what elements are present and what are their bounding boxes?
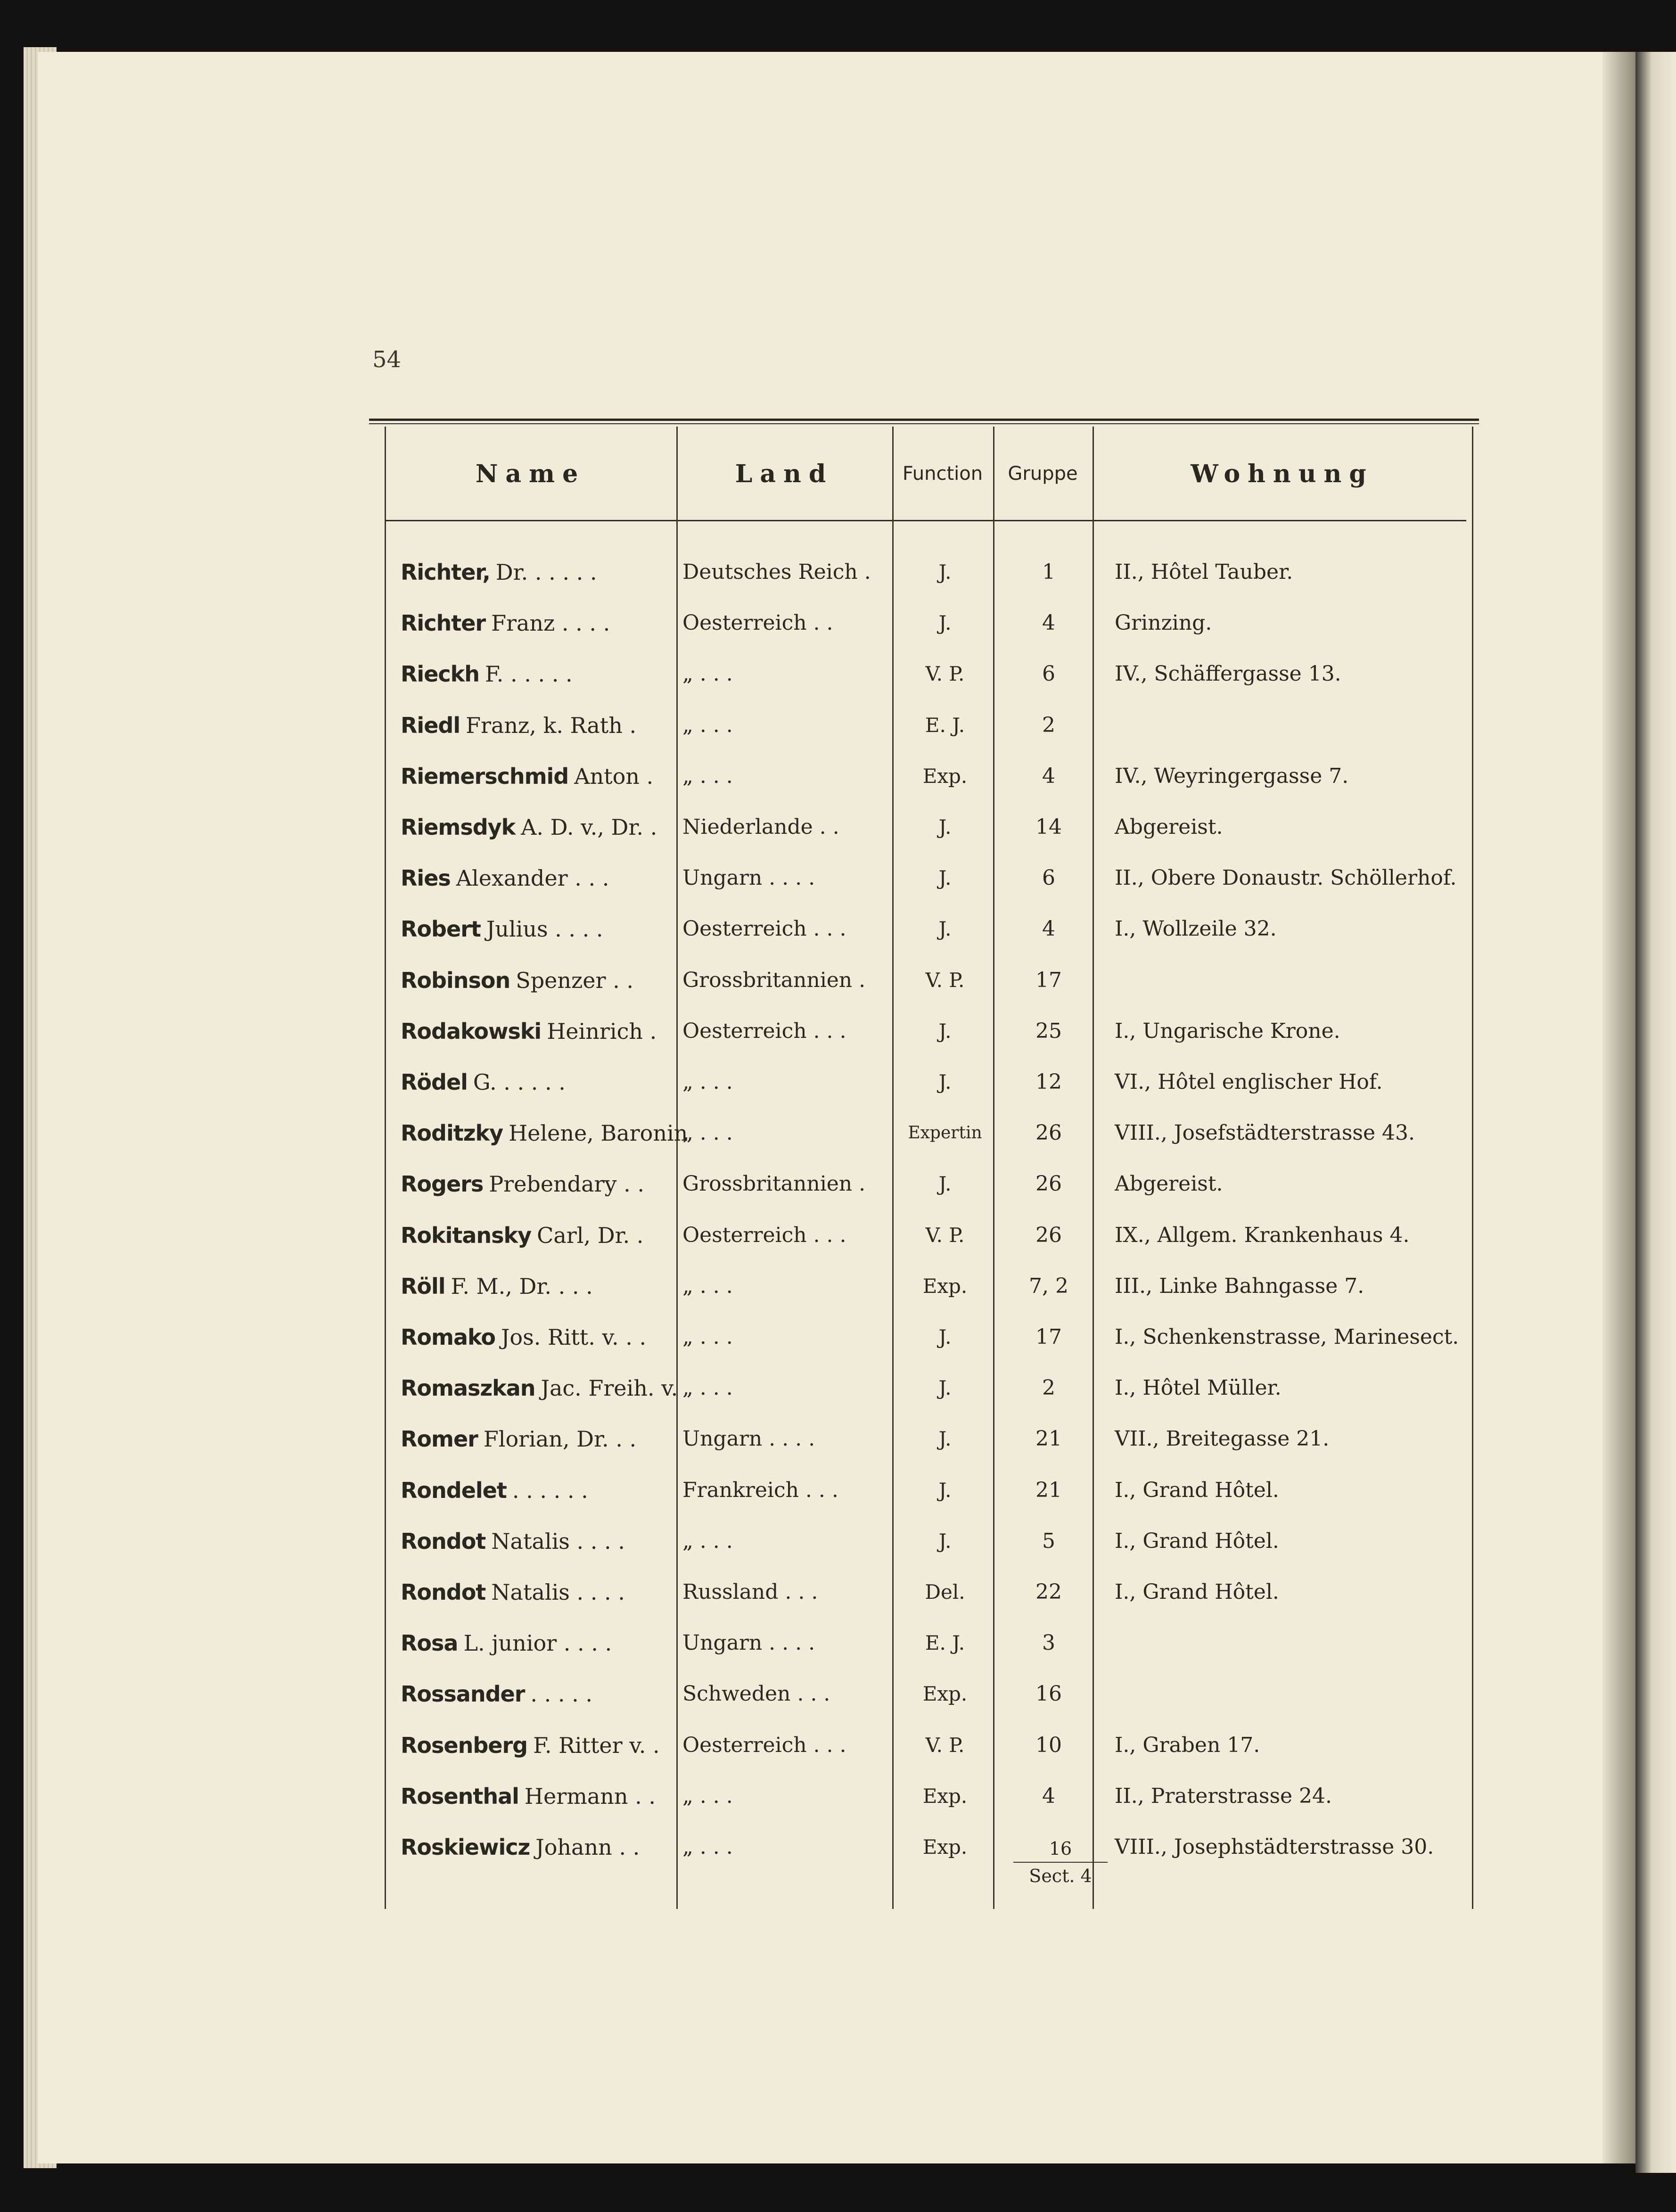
name-cell (401, 1057, 566, 1108)
function-cell: Exp. (922, 1682, 968, 1706)
name-cell (401, 1108, 688, 1159)
wohnung-cell: IV., Weyringergasse 7. (1115, 764, 1349, 788)
table-row (0, 1108, 1676, 1159)
wohnung-cell: IV., Schäffergasse 13. (1115, 662, 1341, 686)
table-row (0, 1210, 1676, 1261)
surname: Romaszkan (401, 1375, 535, 1401)
header-rule-top-thin (369, 423, 1479, 424)
fraction-line (1013, 1862, 1108, 1863)
header-land: Land (735, 459, 834, 488)
name-cell (401, 1210, 643, 1261)
function-cell: Exp. (922, 1784, 968, 1808)
wohnung-cell: I., Hôtel Müller. (1115, 1376, 1282, 1400)
table-row (0, 700, 1676, 751)
function-cell: V. P. (925, 662, 965, 686)
land-cell: Grossbritannien . (682, 1172, 866, 1196)
function-cell: J. (938, 815, 952, 839)
table-row (0, 649, 1676, 699)
name-cell (401, 1414, 636, 1464)
name-cell (401, 1720, 660, 1771)
given-name: G. . . . . . (473, 1069, 566, 1095)
land-cell: Deutsches Reich . (682, 560, 871, 584)
wohnung-cell: Grinzing. (1115, 611, 1212, 635)
gruppe-cell: 4 (1042, 1784, 1055, 1808)
function-cell: Exp. (922, 764, 968, 788)
name-cell (401, 1567, 625, 1618)
header-gruppe: Gruppe (1008, 463, 1078, 485)
table-row (0, 1414, 1676, 1464)
header-rule-top (369, 419, 1479, 421)
gruppe-numerator: 16 (1049, 1838, 1072, 1859)
land-cell: „ . . . (682, 1121, 733, 1145)
table-row (0, 1465, 1676, 1516)
table-row (0, 853, 1676, 904)
gruppe-cell: 26 (1035, 1121, 1062, 1145)
wohnung-cell: VI., Hôtel englischer Hof. (1115, 1070, 1383, 1094)
page-number: 54 (372, 346, 402, 373)
land-cell: Oesterreich . . . (682, 1019, 846, 1043)
function-cell: Exp. (922, 1274, 968, 1298)
surname: Riedl (401, 712, 460, 738)
surname: Rogers (401, 1171, 484, 1197)
function-cell: J. (938, 1019, 952, 1043)
given-name: Jos. Ritt. v. . . (501, 1324, 647, 1350)
table-row (0, 1669, 1676, 1719)
gruppe-cell: 2 (1042, 1376, 1055, 1400)
function-cell: V. P. (925, 1733, 965, 1757)
given-name: F. Ritter v. . (533, 1732, 660, 1758)
name-cell (401, 1822, 640, 1873)
function-cell: E. J. (925, 1631, 965, 1655)
name-cell (401, 1771, 656, 1822)
name-cell (401, 1006, 657, 1057)
given-name: . . . . . (530, 1681, 592, 1707)
wohnung-cell: VII., Breitegasse 21. (1115, 1427, 1330, 1451)
land-cell: Russland . . . (682, 1580, 818, 1604)
surname: Robinson (401, 967, 510, 993)
given-name: . . . . . . (512, 1477, 588, 1503)
wohnung-cell: Abgereist. (1115, 815, 1223, 839)
gruppe-cell: 3 (1042, 1631, 1055, 1655)
wohnung-cell: I., Graben 17. (1115, 1733, 1260, 1757)
gruppe-cell: 6 (1042, 866, 1055, 890)
land-cell: „ . . . (682, 713, 733, 737)
surname: Richter (401, 610, 486, 636)
wohnung-cell: I., Grand Hôtel. (1115, 1529, 1279, 1553)
gruppe-cell: 22 (1035, 1580, 1062, 1604)
surname: Rondot (401, 1579, 486, 1605)
name-cell (401, 904, 603, 954)
table-row (0, 1159, 1676, 1209)
function-cell: J. (938, 866, 952, 890)
given-name: Alexander . . . (456, 865, 609, 891)
gruppe-cell: 14 (1035, 815, 1062, 839)
gruppe-cell: 4 (1042, 917, 1055, 941)
table-row (0, 1363, 1676, 1414)
land-cell: Ungarn . . . . (682, 1427, 815, 1451)
given-name: F. M., Dr. . . . (451, 1273, 593, 1299)
table-row (0, 1720, 1676, 1771)
name-cell (401, 598, 610, 649)
name-cell (401, 955, 633, 1006)
gruppe-cell: 26 (1035, 1223, 1062, 1247)
table-row (0, 1261, 1676, 1312)
surname: Rodakowski (401, 1018, 542, 1044)
table-row (0, 1516, 1676, 1567)
surname: Rondelet (401, 1477, 507, 1503)
given-name: Natalis . . . . (491, 1579, 625, 1605)
name-cell (401, 853, 609, 904)
surname: Rieckh (401, 661, 479, 687)
gruppe-denominator: Sect. 4 (1029, 1866, 1092, 1886)
surname: Robert (401, 916, 481, 942)
name-cell (401, 1159, 644, 1209)
given-name: Prebendary . . (489, 1171, 645, 1197)
given-name: Hermann . . (524, 1783, 656, 1809)
given-name: Natalis . . . . (491, 1528, 625, 1554)
wohnung-cell: II., Praterstrasse 24. (1115, 1784, 1332, 1808)
given-name: A. D. v., Dr. . (521, 814, 657, 840)
gruppe-cell: 10 (1035, 1733, 1062, 1757)
wohnung-cell: I., Ungarische Krone. (1115, 1019, 1340, 1043)
wohnung-cell: IX., Allgem. Krankenhaus 4. (1115, 1223, 1410, 1247)
given-name: Franz . . . . (491, 610, 610, 636)
gruppe-cell: 21 (1035, 1427, 1062, 1451)
land-cell: Ungarn . . . . (682, 866, 815, 890)
name-cell (401, 1618, 612, 1669)
function-cell: Del. (925, 1580, 965, 1603)
wohnung-cell: Abgereist. (1115, 1172, 1223, 1196)
name-cell (401, 700, 636, 751)
gruppe-cell: 1 (1042, 560, 1055, 584)
gruppe-cell: 17 (1035, 1325, 1062, 1349)
land-cell: Oesterreich . . . (682, 1733, 846, 1757)
function-cell: J. (938, 1478, 952, 1502)
land-cell: Ungarn . . . . (682, 1631, 815, 1655)
table-row (0, 955, 1676, 1006)
surname: Röll (401, 1273, 445, 1299)
given-name: Anton . (574, 763, 654, 789)
wohnung-cell: III., Linke Bahngasse 7. (1115, 1274, 1364, 1298)
surname: Richter, (401, 559, 490, 585)
land-cell: „ . . . (682, 764, 733, 788)
table-row (0, 1312, 1676, 1363)
wohnung-cell: II., Hôtel Tauber. (1115, 560, 1293, 584)
surname: Riemsdyk (401, 814, 516, 840)
land-cell: Schweden . . . (682, 1682, 830, 1706)
wohnung-cell: I., Grand Hôtel. (1115, 1478, 1279, 1502)
function-cell: Exp. (922, 1835, 968, 1858)
surname: Rossander (401, 1681, 525, 1707)
given-name: Julius . . . . (486, 916, 603, 942)
land-cell: Oesterreich . . (682, 611, 833, 635)
table-row (0, 1771, 1676, 1822)
surname: Roskiewicz (401, 1834, 530, 1860)
gruppe-cell: 21 (1035, 1478, 1062, 1502)
land-cell: „ . . . (682, 1529, 733, 1553)
land-cell: „ . . . (682, 1835, 733, 1859)
land-cell: „ . . . (682, 1070, 733, 1094)
gruppe-cell: 4 (1042, 764, 1055, 788)
gruppe-cell: 16 (1035, 1682, 1062, 1706)
wohnung-cell: I., Grand Hôtel. (1115, 1580, 1279, 1604)
name-cell (401, 1465, 588, 1516)
table-row (0, 598, 1676, 649)
function-cell: J. (938, 560, 952, 584)
given-name: Helene, Baronin (509, 1120, 688, 1146)
gruppe-cell: 26 (1035, 1172, 1062, 1196)
given-name: F. . . . . . (485, 661, 573, 687)
given-name: Spenzer . . (516, 967, 633, 993)
wohnung-cell: II., Obere Donaustr. Schöllerhof. (1115, 866, 1457, 890)
land-cell: „ . . . (682, 662, 733, 686)
gruppe-cell: 6 (1042, 662, 1055, 686)
table-row (0, 751, 1676, 802)
surname: Romako (401, 1324, 495, 1350)
name-cell (401, 649, 573, 699)
function-cell: V. P. (925, 1223, 965, 1247)
given-name: Florian, Dr. . . (483, 1426, 637, 1452)
function-cell: J. (938, 917, 952, 941)
function-cell: Expertin (908, 1123, 982, 1143)
table-row (0, 1057, 1676, 1108)
name-cell (401, 1669, 592, 1719)
given-name: Heinrich . (547, 1018, 657, 1044)
given-name: Franz, k. Rath . (466, 712, 637, 738)
function-cell: J. (938, 1325, 952, 1349)
wohnung-cell: VIII., Josephstädterstrasse 30. (1115, 1835, 1434, 1859)
function-cell: J. (938, 1376, 952, 1400)
wohnung-cell: I., Schenkenstrasse, Marinesect. (1115, 1325, 1459, 1349)
header-wohnung: Wohnung (1191, 459, 1374, 488)
given-name: L. junior . . . . (463, 1630, 612, 1656)
table-row (0, 1567, 1676, 1618)
surname: Riemerschmid (401, 763, 569, 789)
gruppe-cell: 12 (1035, 1070, 1062, 1094)
gruppe-cell: 5 (1042, 1529, 1055, 1553)
wohnung-cell: I., Wollzeile 32. (1115, 917, 1277, 941)
surname: Rosa (401, 1630, 458, 1656)
function-cell: J. (938, 1172, 952, 1196)
land-cell: Oesterreich . . . (682, 1223, 846, 1247)
surname: Rosenthal (401, 1783, 519, 1809)
gruppe-cell: 25 (1035, 1019, 1062, 1043)
name-cell (401, 1261, 593, 1312)
function-cell: J. (938, 1070, 952, 1094)
land-cell: Oesterreich . . . (682, 917, 846, 941)
function-cell: J. (938, 1427, 952, 1451)
table-row (0, 904, 1676, 954)
wohnung-cell: VIII., Josefstädterstrasse 43. (1115, 1121, 1415, 1145)
name-cell (401, 1312, 646, 1363)
surname: Rondot (401, 1528, 486, 1554)
land-cell: „ . . . (682, 1274, 733, 1298)
land-cell: „ . . . (682, 1376, 733, 1400)
function-cell: J. (938, 611, 952, 635)
function-cell: V. P. (925, 968, 965, 992)
table-row (0, 802, 1676, 853)
surname: Rokitansky (401, 1222, 532, 1248)
land-cell: „ . . . (682, 1325, 733, 1349)
gruppe-section-fraction (1013, 1838, 1108, 1886)
land-cell: „ . . . (682, 1784, 733, 1808)
surname: Rödel (401, 1069, 468, 1095)
gruppe-cell: 7, 2 (1029, 1274, 1068, 1298)
table-row (0, 1618, 1676, 1669)
name-cell (401, 1516, 625, 1567)
land-cell: Niederlande . . (682, 815, 839, 839)
name-cell (401, 547, 597, 598)
given-name: Johann . . (535, 1834, 640, 1860)
land-cell: Frankreich . . . (682, 1478, 838, 1502)
given-name: Dr. . . . . . (495, 559, 597, 585)
name-cell (401, 1363, 678, 1414)
given-name: Carl, Dr. . (537, 1222, 644, 1248)
function-cell: J. (938, 1529, 952, 1553)
land-cell: Grossbritannien . (682, 968, 866, 992)
table-row (0, 547, 1676, 598)
gruppe-cell: 17 (1035, 968, 1062, 992)
gruppe-cell: 2 (1042, 713, 1055, 737)
surname: Roditzky (401, 1120, 503, 1146)
given-name: Jac. Freih. v. (541, 1375, 678, 1401)
surname: Rosenberg (401, 1732, 528, 1758)
surname: Ries (401, 865, 451, 891)
surname: Romer (401, 1426, 478, 1452)
header-name: Name (475, 459, 586, 488)
function-cell: E. J. (925, 713, 965, 737)
table-row (0, 1006, 1676, 1057)
name-cell (401, 802, 657, 853)
gruppe-cell: 4 (1042, 611, 1055, 635)
name-cell (401, 751, 653, 802)
table-row (0, 1822, 1676, 1873)
header-function: Function (902, 463, 983, 485)
